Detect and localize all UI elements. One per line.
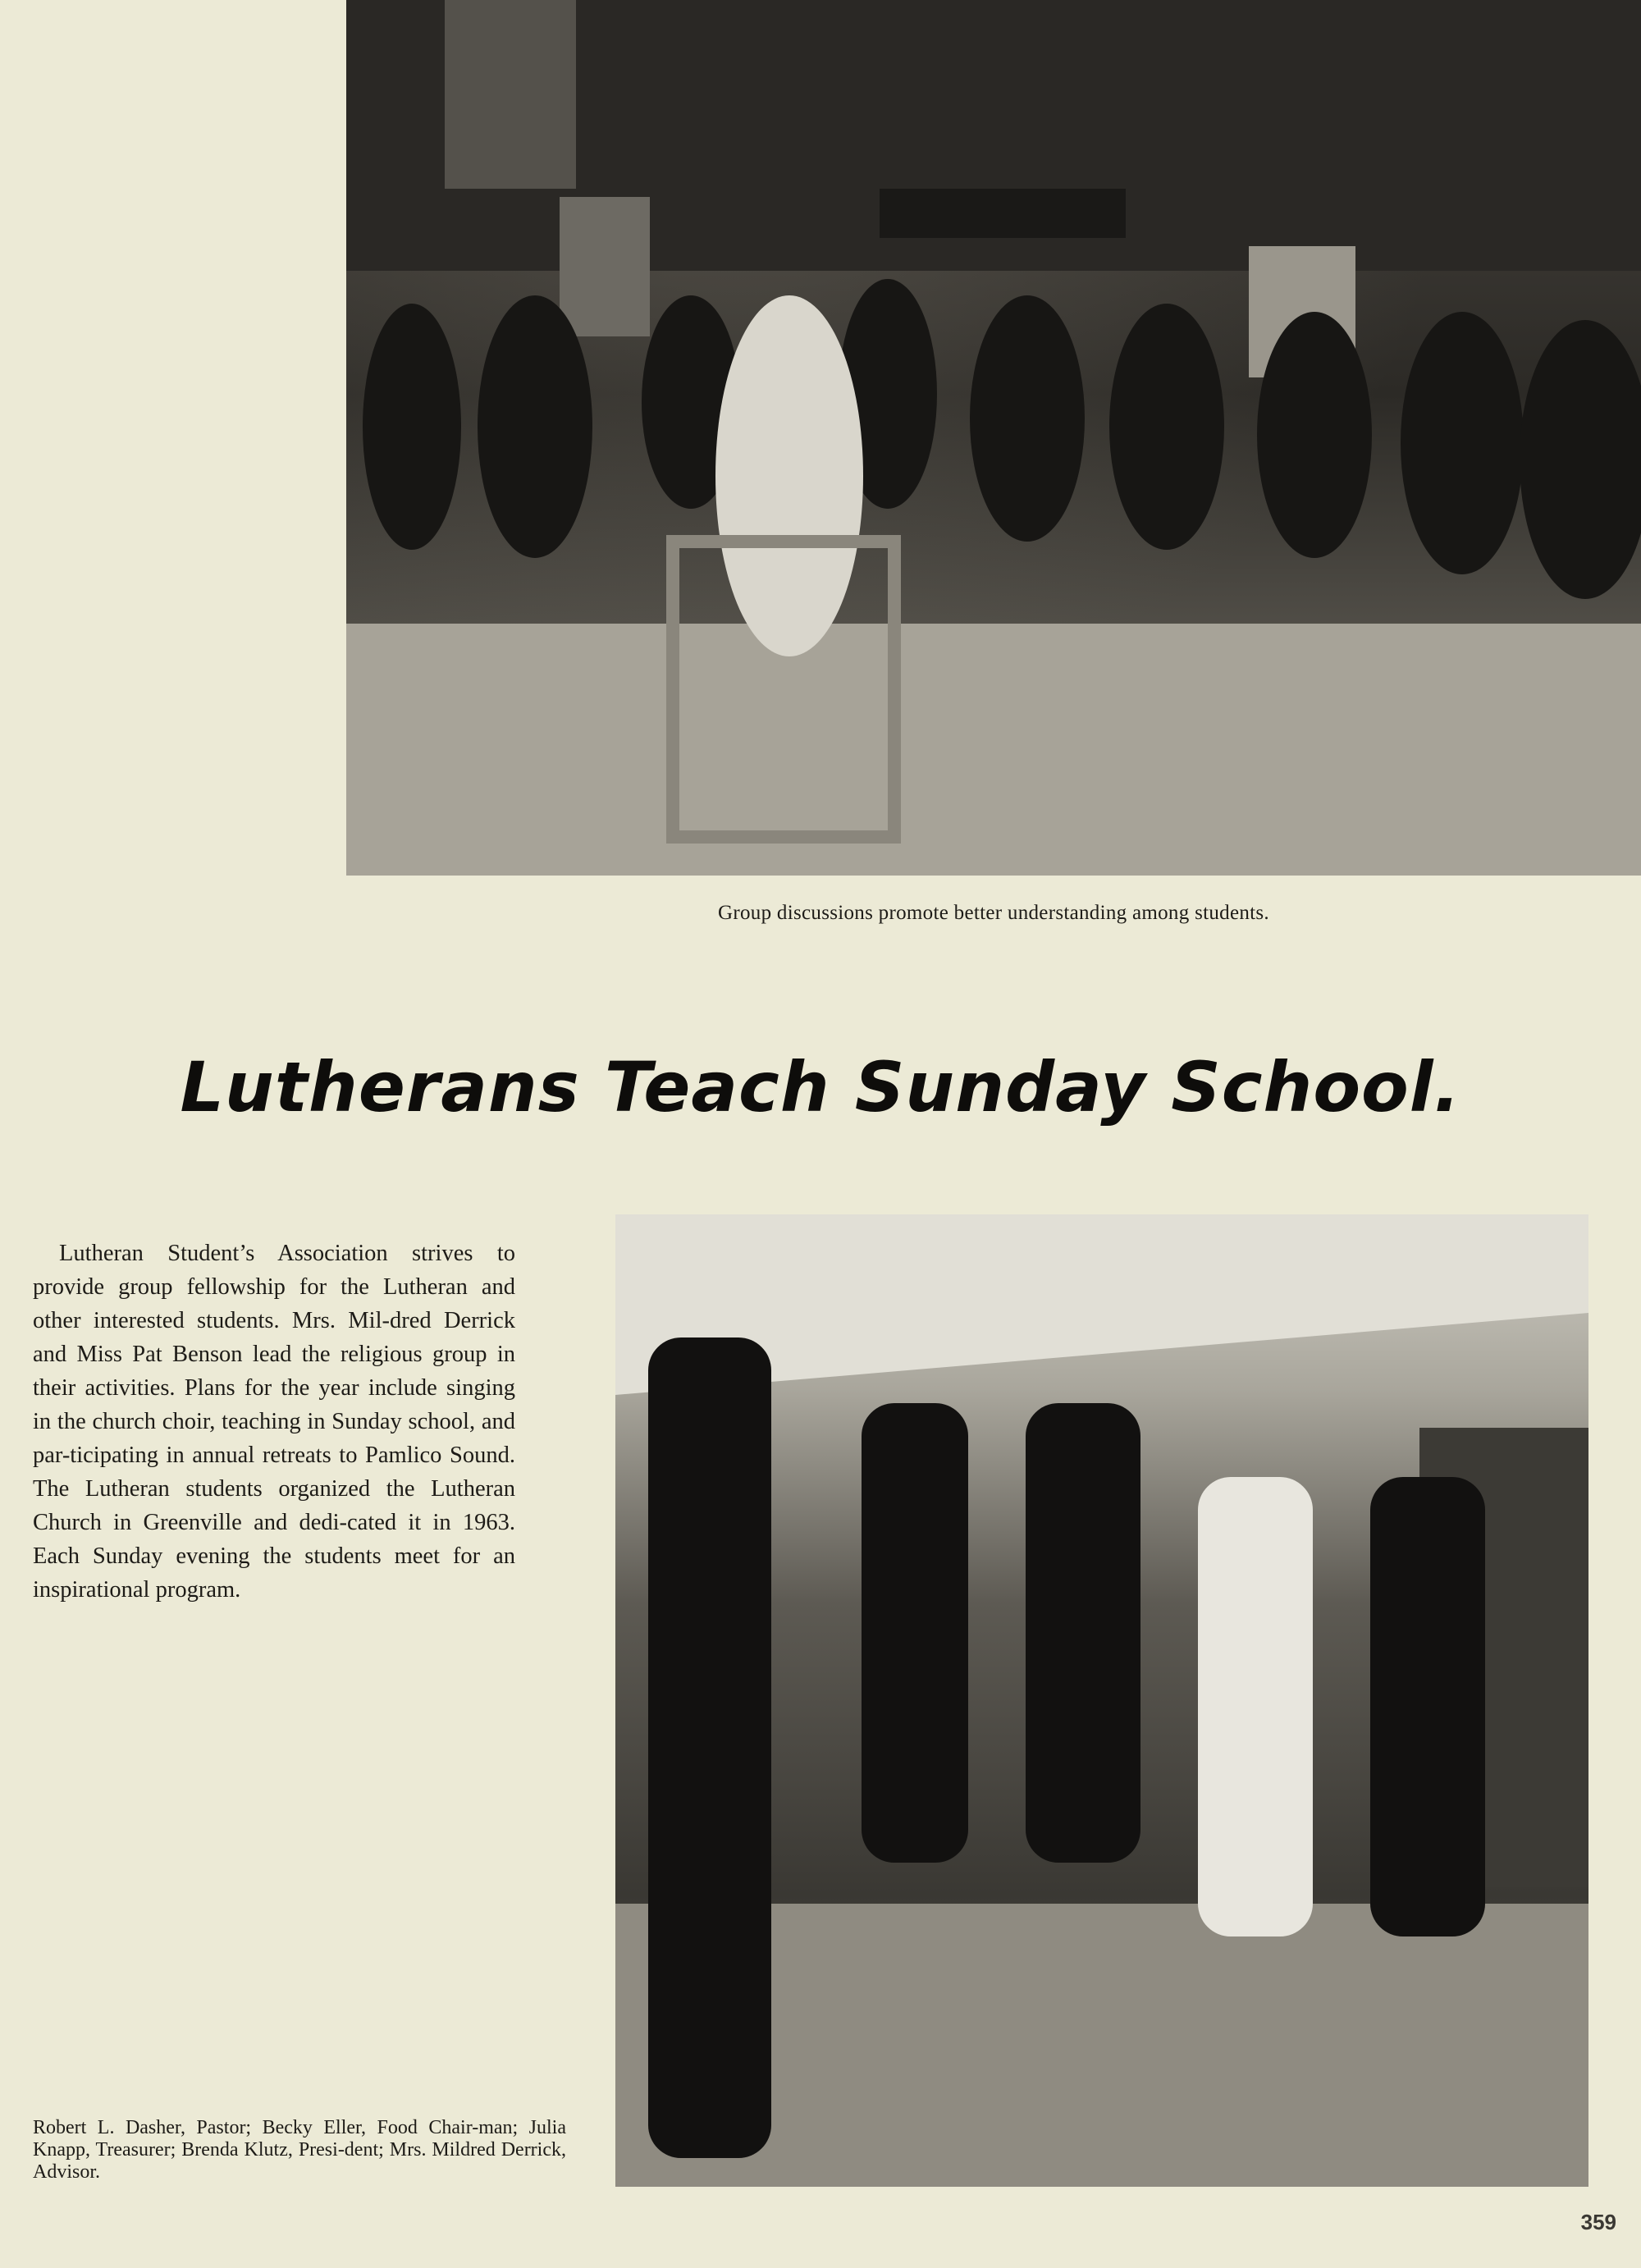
group-discussion-photo-art — [346, 0, 1641, 876]
officers-photo-art — [615, 1214, 1588, 2187]
officers-photo — [615, 1214, 1588, 2187]
article-body: Lutheran Student’s Association strives to provide group fellowship for the Lutheran and other interested students. Mrs. Mil-dred Derrick and Miss Pat Benson lead the religious group in their activities. Plans for the year include singing in the church choir, teaching in Sunday school, and par-ticipating in annual retreats to Pamlico Sound. The Lutheran students organized the Lutheran Church in Greenville and dedi-cated it in 1963. Each Sunday evening the students meet for an inspirational program. — [33, 1240, 515, 1603]
page-number: 359 — [1580, 2210, 1616, 2234]
group-discussion-caption: Group discussions promote better understanding among students. — [718, 902, 1269, 924]
page-headline: Lutherans Teach Sunday School. — [180, 1047, 1461, 1128]
group-discussion-photo — [346, 0, 1641, 876]
officers-caption: Robert L. Dasher, Pastor; Becky Eller, Food Chair-man; Julia Knapp, Treasurer; Brenda Klutz, Presi-dent; Mrs. Mildred Derrick, Advisor. — [33, 2117, 566, 2183]
